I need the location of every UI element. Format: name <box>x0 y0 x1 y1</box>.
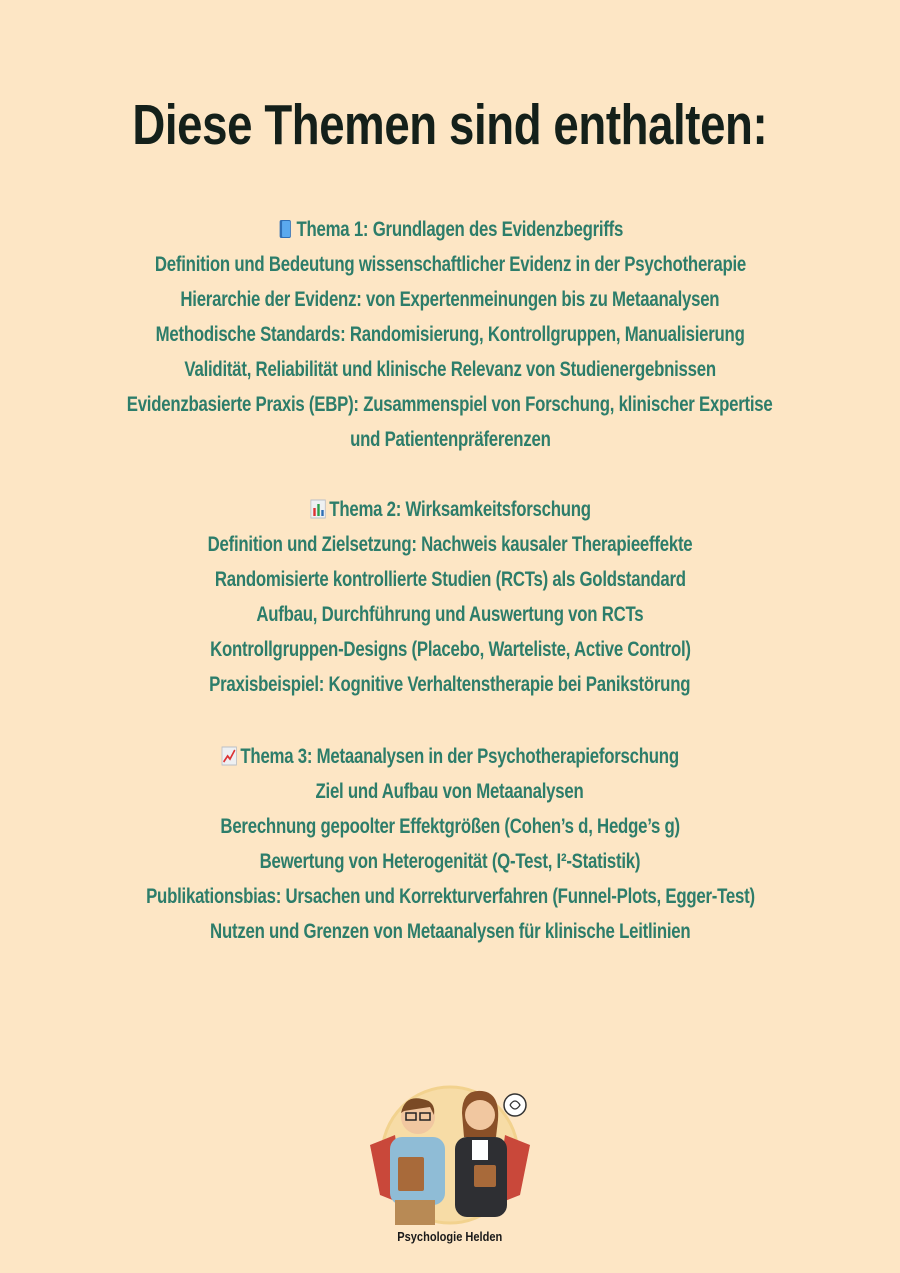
list-item: Publikationsbias: Ursachen und Korrekturverfahren (Funnel-Plots, Egger-Test) <box>145 885 755 908</box>
bar-chart-icon <box>310 499 326 519</box>
list-item: Berechnung gepoolter Effektgrößen (Cohen’s d, Hedge’s g) <box>220 815 680 838</box>
list-item: Methodische Standards: Randomisierung, Kontrollgruppen, Manualisierung <box>155 323 745 346</box>
list-item: Aufbau, Durchführung und Auswertung von RCTs <box>256 603 644 626</box>
list-item: Randomisierte kontrollierte Studien (RCTs) als Goldstandard <box>214 568 686 591</box>
list-item: Hierarchie der Evidenz: von Expertenmeinungen bis zu Metaanalysen <box>180 288 720 311</box>
page-title-text: Diese Themen sind enthalten: <box>132 93 768 157</box>
list-item: Definition und Bedeutung wissenschaftlicher Evidenz in der Psychotherapie <box>154 253 746 276</box>
list-item: Kontrollgruppen-Designs (Placebo, Warteliste, Active Control) <box>209 638 691 661</box>
section-thema-3 <box>0 739 900 949</box>
book-icon <box>277 219 293 239</box>
list-item: Definition und Zielsetzung: Nachweis kausaler Therapieeffekte <box>207 533 693 556</box>
section-heading: Thema 1: Grundlagen des Evidenzbegriffs <box>0 212 900 247</box>
list-item: Evidenzbasierte Praxis (EBP): Zusammenspiel von Forschung, klinischer Expertise <box>127 393 773 416</box>
list-item: Bewertung von Heterogenität (Q-Test, I²-Statistik) <box>259 850 641 873</box>
page-title <box>0 92 900 158</box>
list-item: Praxisbeispiel: Kognitive Verhaltenstherapie bei Panikstörung <box>209 673 691 696</box>
list-item: Ziel und Aufbau von Metaanalysen <box>315 780 584 803</box>
psychologie-helden-logo <box>350 1075 550 1225</box>
brand-name: Psychologie Helden <box>397 1229 503 1244</box>
section-heading: Thema 3: Metaanalysen in der Psychotherapieforschung <box>0 739 900 774</box>
section-thema-1 <box>0 212 900 457</box>
section-heading: Thema 2: Wirksamkeitsforschung <box>0 492 900 527</box>
list-item: Nutzen und Grenzen von Metaanalysen für klinische Leitlinien <box>209 920 691 943</box>
section-thema-2 <box>0 492 900 702</box>
trend-chart-icon <box>221 746 237 766</box>
list-item: und Patientenpräferenzen <box>349 428 551 451</box>
list-item: Validität, Reliabilität und klinische Relevanz von Studienergebnissen <box>184 358 716 381</box>
